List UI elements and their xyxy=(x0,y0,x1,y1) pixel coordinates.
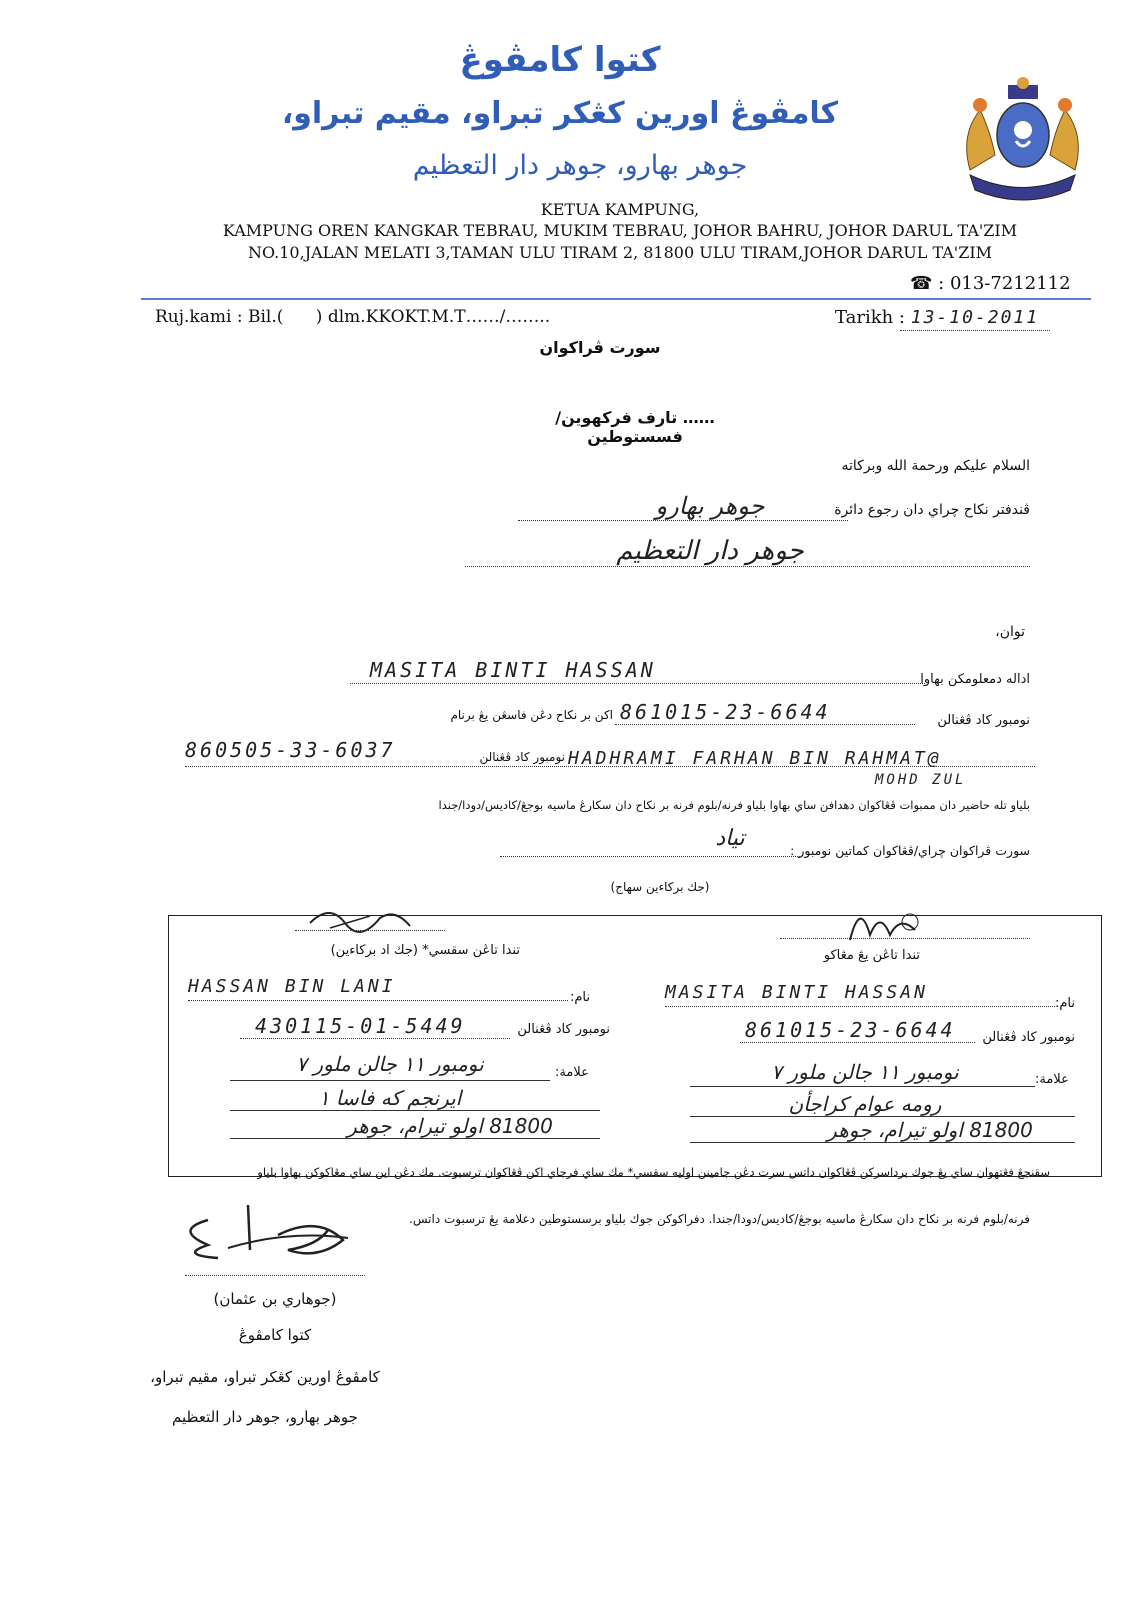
witness-name-line xyxy=(188,1000,568,1001)
office-line-1 xyxy=(518,520,848,521)
village-head-place1: كامڤوڠ اورين كڠكر تبراو، مقيم تبراو، xyxy=(150,1368,380,1386)
declarant-name: MASITA BINTI HASSAN xyxy=(665,982,928,1003)
declarant-signature xyxy=(840,900,930,954)
letter-subtitle: …… تارف فركهوين/فسستوطين xyxy=(555,408,715,446)
header-address-line2: NO.10,JALAN MELATI 3,TAMAN ULU TIRAM 2, 81800 ULU TIRAM,JOHOR DARUL TA'ZIM xyxy=(247,243,993,262)
declarant-address-rule2 xyxy=(690,1116,1075,1117)
witness-address-line3: 81800 اولو تيرام، جوهر xyxy=(347,1114,553,1138)
footer-note-line1: سقنجڠ فڠتهوان ساي يڠ جوك برداسركن ڤڠاكوان داتس سرت دڠن جامينن اوليه سقسي* مك ساي فرچاي اكن ڤڠاكوان ترسبوت. مك دڠن اين ساي مڠاكوكن بهاوا بلياو xyxy=(257,1165,1050,1179)
name-line xyxy=(350,683,925,684)
village-head-title: كتوا كامڤوڠ xyxy=(238,1326,312,1344)
witness-ic: 430115-01-5449 xyxy=(255,1014,466,1038)
ic-row-label xyxy=(937,713,1030,728)
name-label: اداله دمعلومكن بهاوا xyxy=(920,672,1030,687)
header-title: KETUA KAMPUNG, xyxy=(540,200,700,219)
header-jawi-line1: كتوا كامڤوڠ xyxy=(459,40,661,80)
footer-note-line2: فرنه/بلوم فرنه بر نكاح دان سكارڠ ماسيه بوجڠ/كاديس/دودا/جندا. دفراكوكن جوك بلياو برسستوطين دعلامة يڠ ترسبوت داتس. xyxy=(409,1212,1030,1226)
declarant-ic: 861015-23-6644 xyxy=(745,1018,956,1042)
witness-ic-label: نومبور كاد ڤڠنالن xyxy=(517,1022,610,1037)
witness-address-rule1 xyxy=(230,1080,550,1081)
office-value-1: جوهر بهارو xyxy=(655,492,765,520)
declarant-address-label: علامة: xyxy=(1035,1072,1069,1087)
village-head-signature xyxy=(168,1200,358,1274)
reference-number: Ruj.kami : Bil.( ) dlm.KKOKT.M.T……/…….. xyxy=(155,307,551,327)
partner-ic-value: 860505-33-6037 xyxy=(185,738,396,762)
partner-name-continued: MOHD ZUL xyxy=(875,772,967,788)
witness-signature-label: تندا تاڠن سقسي* (جك اد بركاءين) xyxy=(330,943,520,958)
ic-label: نومبور كاد ڤڠنالن xyxy=(937,713,1030,728)
certificate-line xyxy=(500,856,800,857)
office-label: ڤندفتر نكاح چراي دان رجوع دائرة xyxy=(834,502,1030,518)
date-field xyxy=(835,307,1039,328)
witness-address-label: علامة: xyxy=(555,1065,589,1080)
married-only-note: (جك بركاءين سهاج) xyxy=(610,880,710,894)
witness-address-line1: نومبور ١١ جالن ملور ٧ xyxy=(296,1052,484,1076)
declarant-name-label: نام: xyxy=(1055,996,1076,1011)
witness-sign-line xyxy=(295,930,445,931)
declarant-address-line3: 81800 اولو تيرام، جوهر xyxy=(827,1118,1033,1142)
witness-signature xyxy=(300,898,430,942)
partner-name: HADHRAMI FARHAN BIN RAHMAT@ xyxy=(568,748,942,769)
declarant-ic-line xyxy=(740,1042,975,1043)
header-address-line1: KAMPUNG OREN KANGKAR TEBRAU, MUKIM TEBRAU, JOHOR BAHRU, JOHOR DARUL TA'ZIM xyxy=(222,221,1018,240)
ic-line xyxy=(615,724,915,725)
date-dotted-line xyxy=(900,330,1050,331)
letter-title: سورت ڤراكوان xyxy=(539,338,661,357)
declarant-signature-label: تندا تاڠن يڠ مڠاكو xyxy=(823,948,920,963)
phone-icon: ☎ xyxy=(910,273,933,294)
declarant-address-rule1 xyxy=(690,1086,1035,1087)
witness-address-line2: ايرنجم كه فاسا ١ xyxy=(318,1086,462,1110)
witness-name: HASSAN BIN LANI xyxy=(188,976,396,997)
declaration-statement: بلياو تله حاضير دان ممبوات ڤڠاكوان دهدافن ساي بهاوا بلياو فرنه/بلوم فرنه بر نكاح دان سكارڠ ماسيه بوجڠ/كاديس/دودا/جندا xyxy=(438,798,1030,812)
office-value-2: جوهر دار التعظيم xyxy=(616,536,804,566)
witness-ic-line xyxy=(240,1038,510,1039)
declarant-name-line xyxy=(665,1006,1055,1007)
partner-line xyxy=(185,766,1035,767)
header-jawi-line2: كامڤوڠ اورين كڠكر تبراو، مقيم تبراو، xyxy=(281,96,839,131)
declarant-address-rule3 xyxy=(690,1142,1075,1143)
village-head-name: (جوهاري بن عثمان) xyxy=(213,1290,337,1308)
witness-address-rule3 xyxy=(230,1138,600,1139)
date-value: 13-10-2011 xyxy=(910,307,1040,328)
declarant-address-line1: نومبور ١١ جالن ملور ٧ xyxy=(771,1060,959,1084)
declarant-ic-label: نومبور كاد ڤڠنالن xyxy=(982,1030,1075,1045)
partner-ic-label: نومبور كاد ڤڠنالن xyxy=(479,750,565,764)
header-jawi-line3: جوهر بهارو، جوهر دار التعظيم xyxy=(412,150,748,181)
village-head-place2: جوهر بهارو، جوهر دار التعظيم xyxy=(172,1408,358,1426)
johor-crest-icon xyxy=(950,75,1095,205)
ic-value: 861015-23-6644 xyxy=(620,700,831,724)
certificate-value: تياد xyxy=(715,826,745,851)
declarant-address-line2: رومه عوام كراجأن xyxy=(788,1092,942,1116)
name-value: MASITA BINTI HASSAN xyxy=(370,658,656,682)
witness-address-rule2 xyxy=(230,1110,600,1111)
office-line-2 xyxy=(465,566,1030,567)
greeting: السلام عليكم ورحمة الله وبركاته xyxy=(841,458,1030,474)
phone-number: : 013-7212112 xyxy=(938,273,1071,294)
certificate-label: سورت ڤراكوان چراي/ڤڠاكوان كماتين نومبور : xyxy=(790,843,1030,858)
date-label: Tarikh : xyxy=(835,307,905,328)
ic-suffix: اكن بر نكاح دڠن فاسڠن يڠ برنام xyxy=(450,708,613,722)
witness-name-label: نام: xyxy=(570,990,591,1005)
header-phone xyxy=(910,273,1071,294)
header-divider xyxy=(141,298,1091,300)
salutation: توان، xyxy=(995,624,1025,640)
declarant-sign-line xyxy=(780,938,1030,939)
village-head-sign-line xyxy=(185,1275,365,1276)
